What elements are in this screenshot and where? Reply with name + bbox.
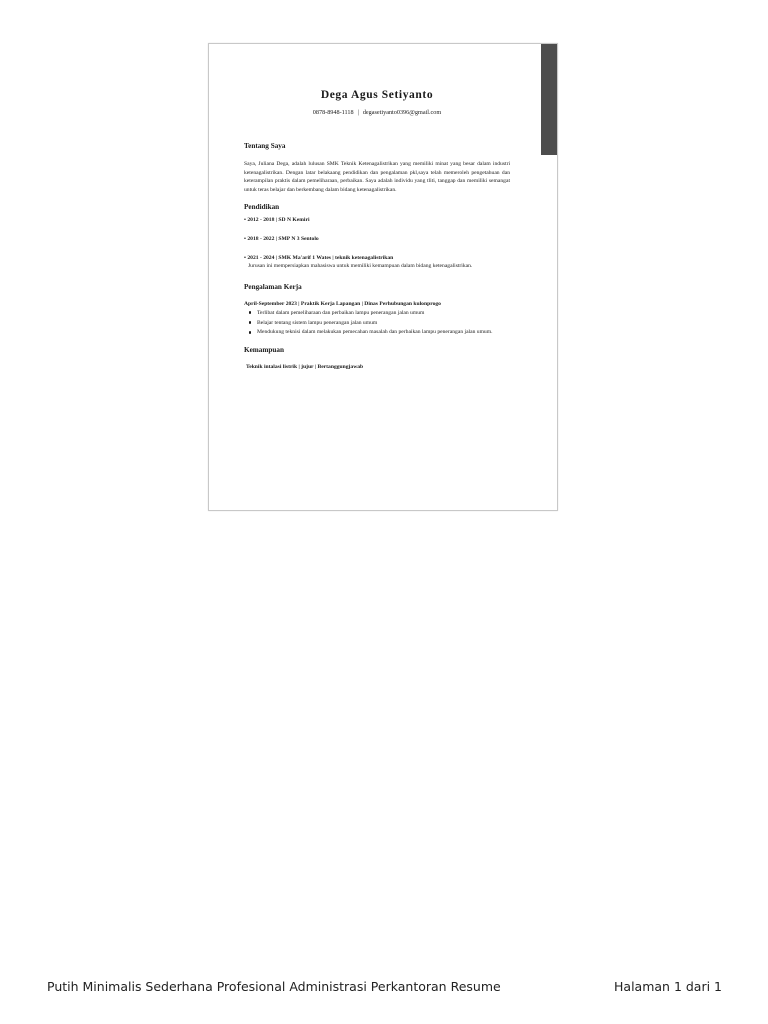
contact-separator: | <box>357 109 359 116</box>
skills-list: Teknik intalasi listrik | jujur | Bertanggungjawab <box>246 363 364 370</box>
education-description: Jurusan ini mempersiapkan mahasiswa untuk memiliki kemampuan dalam bidang ketenagalistrikan. <box>248 263 473 270</box>
education-item: • 2018 - 2022 | SMP N 3 Sentolo <box>244 236 319 243</box>
experience-heading: April-September 2023 | Praktik Kerja Lapangan | Dinas Perhubungan kulonprogo <box>244 300 441 307</box>
document-title: Putih Minimalis Sederhana Profesional Administrasi Perkantoran Resume <box>47 979 501 994</box>
section-title-skills: Kemampuan <box>244 345 284 354</box>
section-title-about: Tentang Saya <box>244 142 286 150</box>
experience-list <box>244 308 510 337</box>
section-title-education: Pendidikan <box>244 203 280 212</box>
experience-bullet: Mendukung teknisi dalam melakukan pemecahan masalah dan perbaikan lampu penerangan jalan umum. <box>252 328 510 337</box>
accent-bar <box>541 44 557 155</box>
resume-content <box>244 88 510 371</box>
education-item: • 2012 - 2018 | SD N Kemiri <box>244 217 310 224</box>
section-title-experience: Pengalaman Kerja <box>244 282 302 291</box>
contact-line <box>244 109 510 117</box>
resume-page <box>208 43 558 511</box>
resume-name: Dega Agus Setiyanto <box>320 89 434 101</box>
experience-bullet: Terlibat dalam pemeliharaan dan perbaikan lampu penerangan jalan umum <box>252 308 510 318</box>
email-address: degasetiyanto0396@gmail.com <box>362 109 442 116</box>
phone-number: 0878-8948-1118 <box>312 109 354 116</box>
education-item: • 2021 - 2024 | SMK Ma'arif 1 Wates | teknik ketenagalistrikan <box>244 255 394 262</box>
experience-bullet: Belajar tentang sistem lampu penerangan jalan umum <box>252 318 510 328</box>
page-indicator: Halaman 1 dari 1 <box>614 979 722 994</box>
about-paragraph: Saya, Juliana Dega, adalah lulusan SMK Teknik Ketenagalistrikan yang memiliki minat yang besar dalam industri ketenagalistrikan. Dengan latar belakaang pendidikan dan pengalaman pkl,saya telah memeroleh pengetahuan dan keterampilan praktis dalam pemeliharaan, perbaikan. Saya adalah individu yang tliti, tanggap dan memiliki semangat untuk teras belajar dan berkembang dalam bidang ketenagalistrikan. <box>244 161 510 193</box>
